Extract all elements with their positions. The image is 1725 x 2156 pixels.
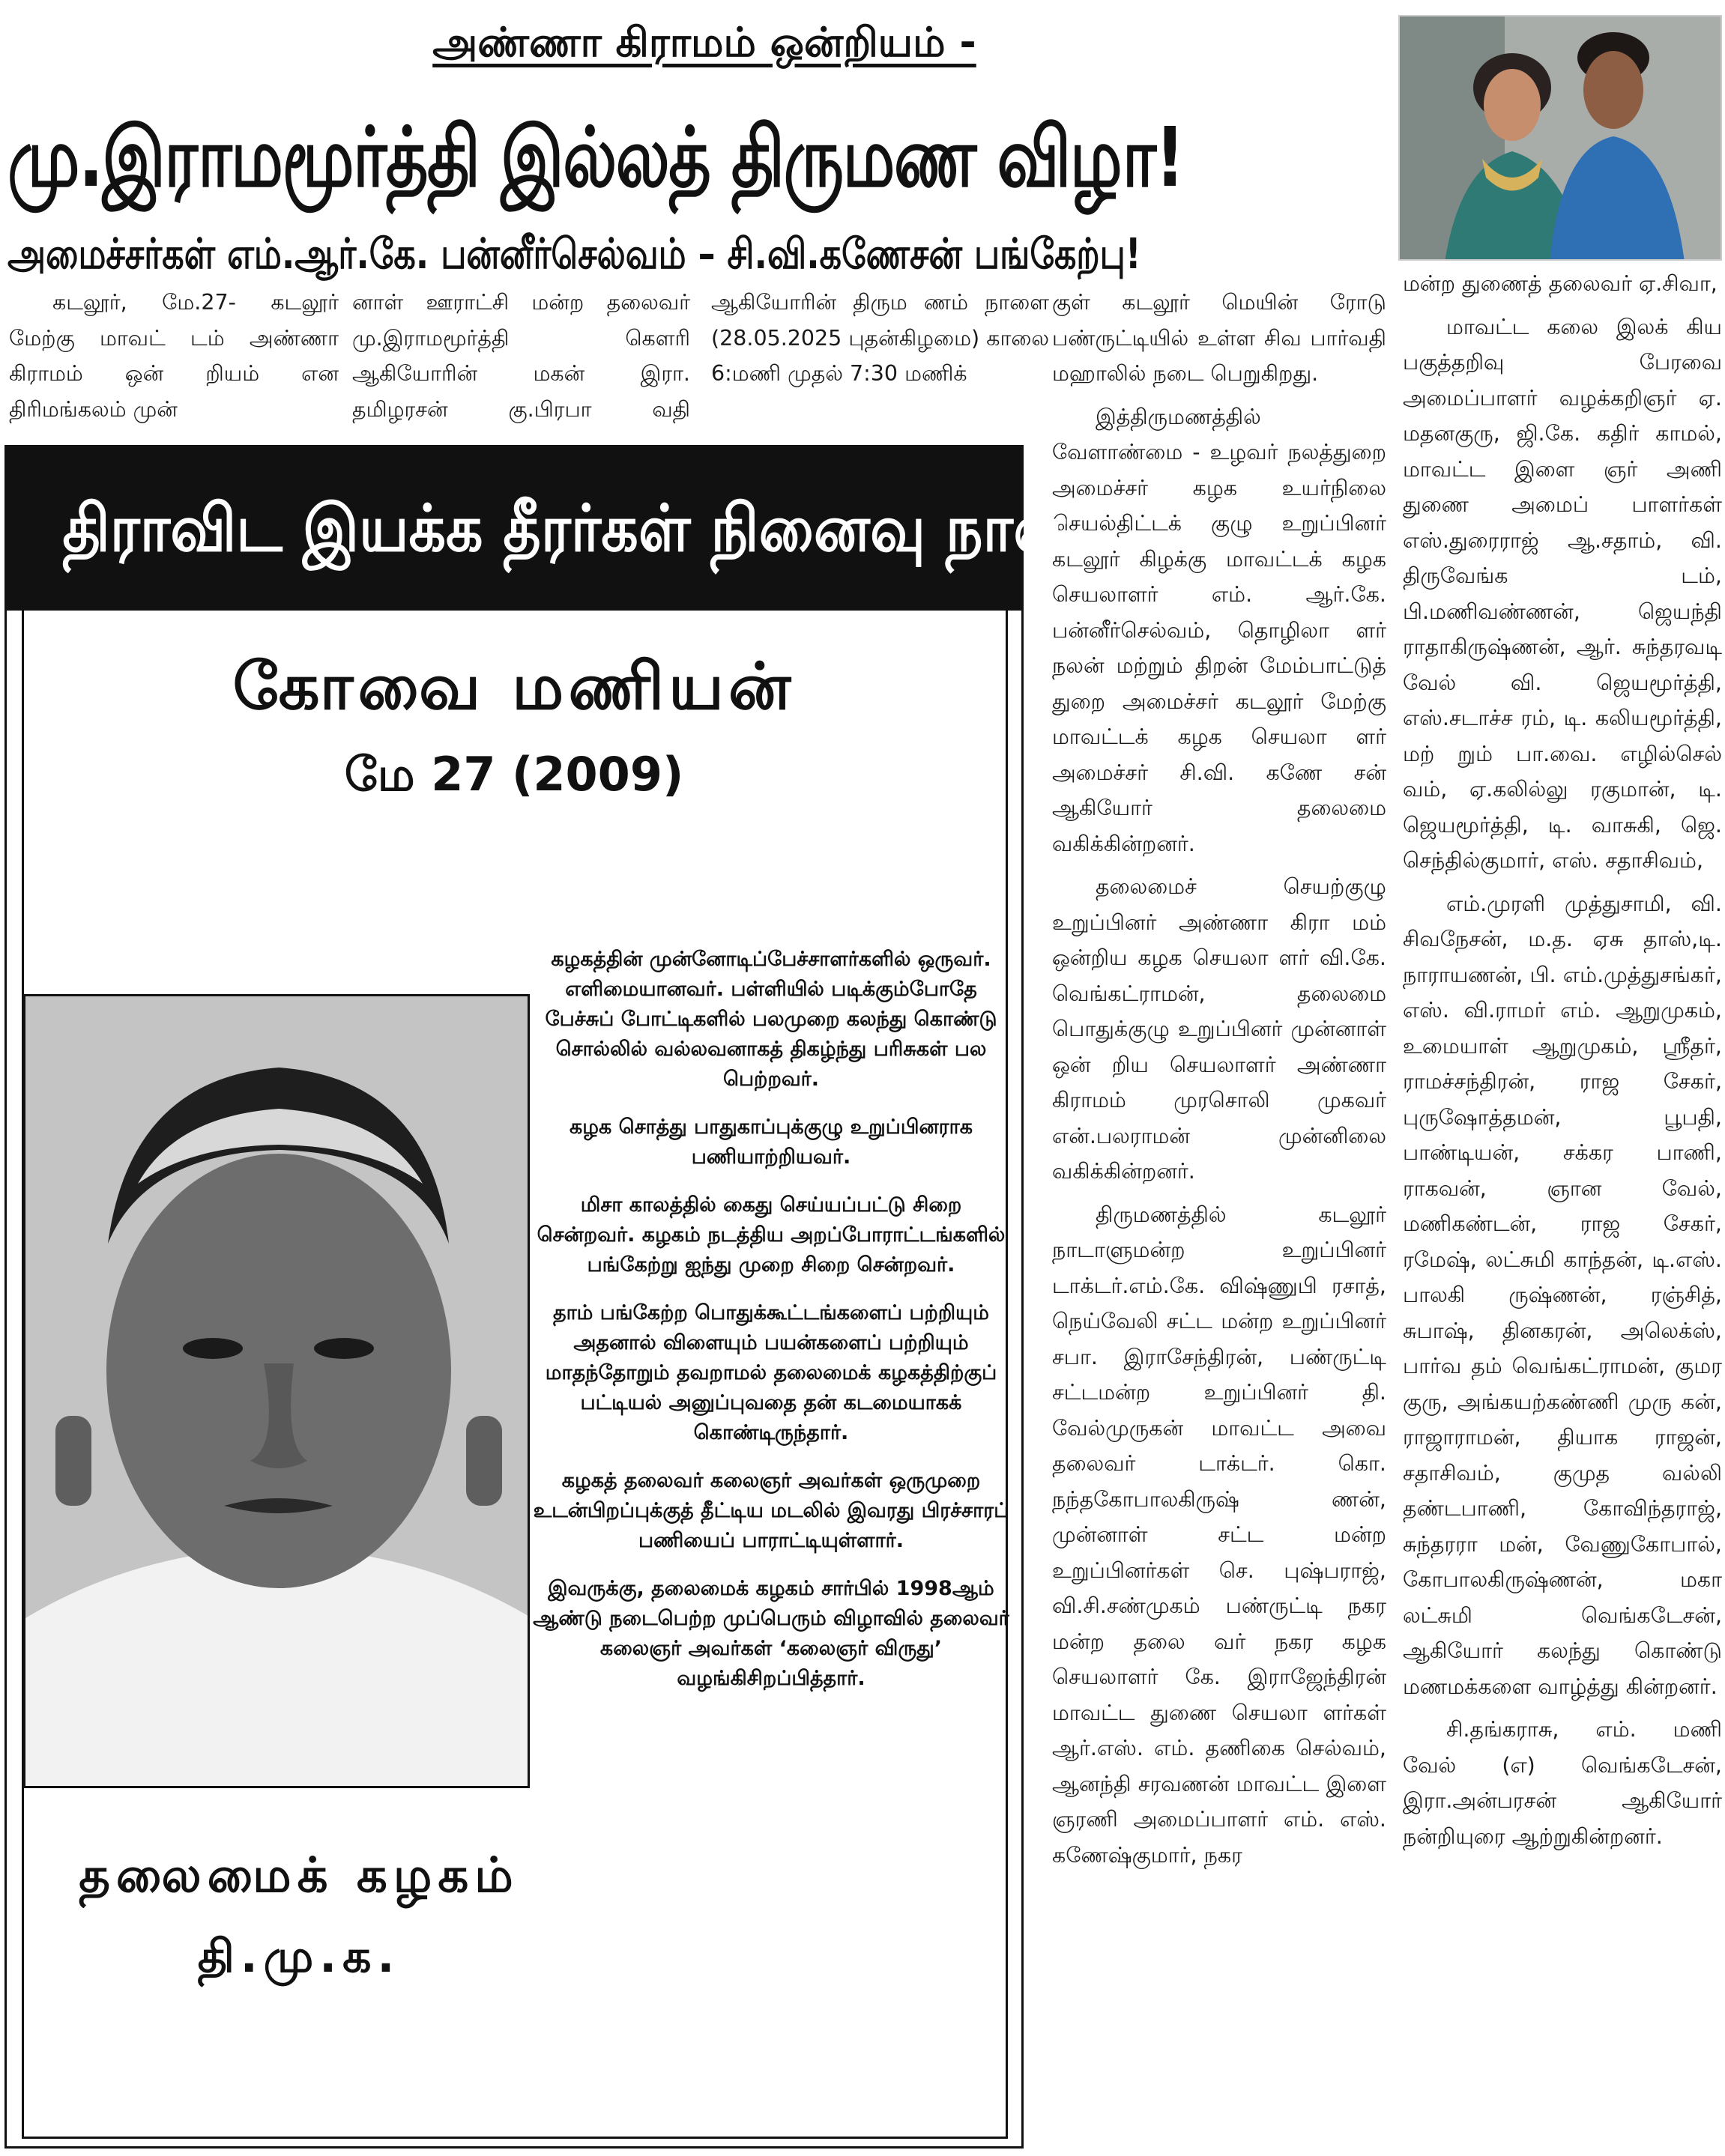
article-intro-column-1	[9, 285, 339, 434]
portrait-photo	[23, 994, 530, 1788]
article-paragraph: தலைமைச் செயற்குழு உறுப்பினர் அண்ணா கிரா மம் ஒன்றிய கழக செயலா ளர் வி.கே. வெங்கட்ராமன், தலைமை பொதுக்குழு உறுப்பினர் முன்னாள் ஒன் றிய செயலாளர் அண்ணா கிராமம் முரசொலி முகவர் என்.பலராமன் முன்னிலை வகிக்கின்றனர்.	[1052, 874, 1386, 1184]
article-paragraph: னாள் ஊராட்சி மன்ற தலைவர் மு.இராமமூர்த்தி கௌரி ஆகியோரின் மகன் இரா. தமிழரசன் கு.பிரபா வதி ஆகியோரின் திரும ணம் நாளை (28.05.2025 புதன்கிழமை) காலை 6:மணி முதல் 7:30 மணிக்	[352, 290, 1049, 422]
memorial-biography	[531, 945, 1011, 1694]
headline: மு.இராமமூர்த்தி இல்லத் திருமண விழா!	[7, 109, 1184, 205]
memorial-notice	[4, 445, 1066, 2149]
memorial-title-bar	[7, 447, 1066, 611]
article-paragraph: மாவட்ட கலை இலக் கிய பகுத்தறிவு பேரவை அமைப்பாளர் வழக்கறிஞர் ஏ. மதனகுரு, ஜி.கே. கதிர் காமல், மாவட்ட இளை ஞர் அணி துணை அமைப் பாளர்கள் எஸ்.துரைராஜ் ஆ.சதாம், வி. திருவேங்க டம், பி.மணிவண்ணன், ஜெயந்தி ராதாகிருஷ்ணன், ஆர். சுந்தரவடி வேல் வி. ஜெயமூர்த்தி, எஸ்.சடாச்ச ரம், டி. கலியமூர்த்தி, மற் றும் பா.வை. எழில்செல் வம், ஏ.கலில்லு ரகுமான், டி. ஜெயமூர்த்தி, டி. வாசுகி, ஜெ. செந்தில்குமார், எஸ். சதாசிவம்,	[1403, 314, 1722, 873]
article-paragraph: மன்ற துணைத் தலைவர் ஏ.சிவா,	[1403, 271, 1718, 296]
bio-paragraph: கழக சொத்து பாதுகாப்புக்குழு உறுப்பினராக பணியாற்றியவர்.	[570, 1115, 973, 1169]
article-paragraph: திருமணத்தில் கடலூர் நாடாளுமன்ற உறுப்பினர் டாக்டர்.எம்.கே. விஷ்ணுபி ரசாத், நெய்வேலி சட்ட மன்ற உறுப்பினர் சபா. இராசேந்திரன், பண்ருட்டி சட்டமன்ற உறுப்பினர் தி. வேல்முருகன் மாவட்ட அவை தலைவர் டாக்டர். கொ. நந்தகோபாலகிருஷ் ணன், முன்னாள் சட்ட மன்ற உறுப்பினர்கள் செ. புஷ்பராஜ், வி.சி.சண்முகம் பண்ருட்டி நகர மன்ற தலை வர் நகர கழக செயலாளர் கே. இராஜேந்திரன் மாவட்ட துணை செயலா ளர்கள் ஆர்.எஸ். எம். தணிகை செல்வம், ஆனந்தி சரவணன் மாவட்ட இளை ஞரணி அமைப்பாளர் எம். எஸ். கணேஷ்குமார், நகர	[1052, 1202, 1386, 1868]
article-paragraph: சி.தங்கராசு, எம். மணி வேல் (எ) வெங்கடேசன், இரா.அன்பரசன் ஆகியோர் நன்றியுரை ஆற்றுகின்றனர்.	[1403, 1717, 1722, 1849]
article-paragraph: கடலூர், மே.27- கடலூர் மேற்கு மாவட் டம் அண்ணா கிராமம் ஒன் றியம் என திரிமங்கலம் முன்	[9, 290, 339, 422]
kicker-line	[330, 16, 1079, 69]
article-column-4	[1403, 266, 1722, 2150]
kicker-text: அண்ணா கிராமம் ஒன்றியம் -	[432, 19, 976, 66]
couple-photo-image	[1400, 16, 1722, 261]
bio-paragraph: இவருக்கு, தலைமைக் கழகம் சார்பில் 1998ஆம் ஆண்டு நடைபெற்ற முப்பெரும் விழாவில் தலைவர் கலைஞர் அவர்கள் ‘கலைஞர் விருது’ வழங்கிசிறப்பித்தார்.	[533, 1577, 1009, 1690]
bio-paragraph: கழகத் தலைவர் கலைஞர் அவர்கள் ஒருமுறை உடன்பிறப்புக்குத் தீட்டிய மடலில் இவரது பிரச்சாரப் பணியைப் பாராட்டியுள்ளார்.	[533, 1469, 1009, 1552]
memorial-footer-organization: தலைமைக் கழகம்	[79, 1848, 519, 1904]
article-paragraph: இத்திருமணத்தில் வேளாண்மை - உழவர் நலத்துறை அமைச்சர் கழக உயர்நிலை செயல்திட்டக் குழு உறுப்பினர் கடலூர் கிழக்கு மாவட்டக் கழக செயலாளர் எம். ஆர்.கே. பன்னீர்செல்வம், தொழிலா ளர் நலன் மற்றும் திறன் மேம்பாட்டுத் துறை அமைச்சர் கடலூர் மேற்கு மாவட்டக் கழக செயலா ளர் அமைச்சர் சி.வி. கணே சன் ஆகியோர் தலைமை வகிக்கின்றனர்.	[1052, 404, 1386, 856]
bio-paragraph: தாம் பங்கேற்ற பொதுக்கூட்டங்களைப் பற்றியும் அதனால் விளையும் பயன்களைப் பற்றியும் மாதந்தோறும் தவறாமல் தலைமைக் கழகத்திற்குப் பட்டியல் அனுப்புவதை தன் கடமையாகக் கொண்டிருந்தார்.	[545, 1301, 997, 1444]
article-paragraph: குள் கடலூர் மெயின் ரோடு பண்ருட்டியில் உள்ள சிவ பார்வதி மஹாலில் நடை பெறுகிறது.	[1052, 290, 1386, 386]
article-column-3	[1052, 285, 1386, 2150]
memorial-date: மே 27 (2009)	[344, 747, 684, 802]
memorial-title: திராவிட இயக்க தீரர்கள் நினைவு நாள்	[62, 491, 1066, 566]
couple-photo	[1398, 15, 1722, 261]
article-intro-column-2	[352, 285, 1049, 434]
article-paragraph: எம்.முரளி முத்துசாமி, வி. சிவநேசன், ம.த. ஏசு தாஸ்,டி. நாராயணன், பி. எம்.முத்துசங்கர், எஸ். வி.ராமர் எம். ஆறுமுகம், உமையாள் ஆறுமுகம், ஸ்ரீதர், ராமச்சந்திரன், ராஜ சேகர், புருஷோத்தமன், பூபதி, பாண்டியன், சக்கர பாணி, ராகவன், ஞான வேல், மணிகண்டன், ராஜ சேகர், ரமேஷ், லட்சுமி காந்தன், டி.எஸ். பாலகி ருஷ்ணன், ரஞ்சித், சுபாஷ், தினகரன், அலெக்ஸ், பார்வ தம் வெங்கட்ராமன், குமர குரு, அங்கயற்கண்ணி முரு கன், ராஜாராமன், தியாக ராஜன், சதாசிவம், குமுத வல்லி தண்டபாணி, கோவிந்தராஜ், சுந்தரரா மன், வேணுகோபால், கோபாலகிருஷ்ணன், மகா லட்சுமி வெங்கடேசன், ஆகியோர் கலந்து கொண்டு மணமக்களை வாழ்த்து கின்றனர்.	[1403, 891, 1722, 1699]
memorial-person-name: கோவை மணியன்	[232, 649, 796, 724]
subheadline: அமைச்சர்கள் எம்.ஆர்.கே. பன்னீர்செல்வம் – சி.வி.கணேசன் பங்கேற்பு!	[7, 230, 1141, 279]
portrait-image	[25, 996, 530, 1788]
bio-paragraph: மிசா காலத்தில் கைது செய்யப்பட்டு சிறை சென்றவர். கழகம் நடத்திய அறப்போராட்டங்களில் பங்கேற்று ஐந்து முறை சிறை சென்றவர்.	[537, 1193, 1006, 1277]
bio-paragraph: கழகத்தின் முன்னோடிப்பேச்சாளர்களில் ஒருவர். எளிமையானவர். பள்ளியில் படிக்கும்போதே பேச்சுப் போட்டிகளில் பலமுறை கலந்து கொண்டு சொல்லில் வல்லவனாகத் திகழ்ந்து பரிசுகள் பல பெற்றவர்.	[545, 948, 997, 1091]
memorial-footer-party: தி.மு.க.	[197, 1931, 401, 1983]
